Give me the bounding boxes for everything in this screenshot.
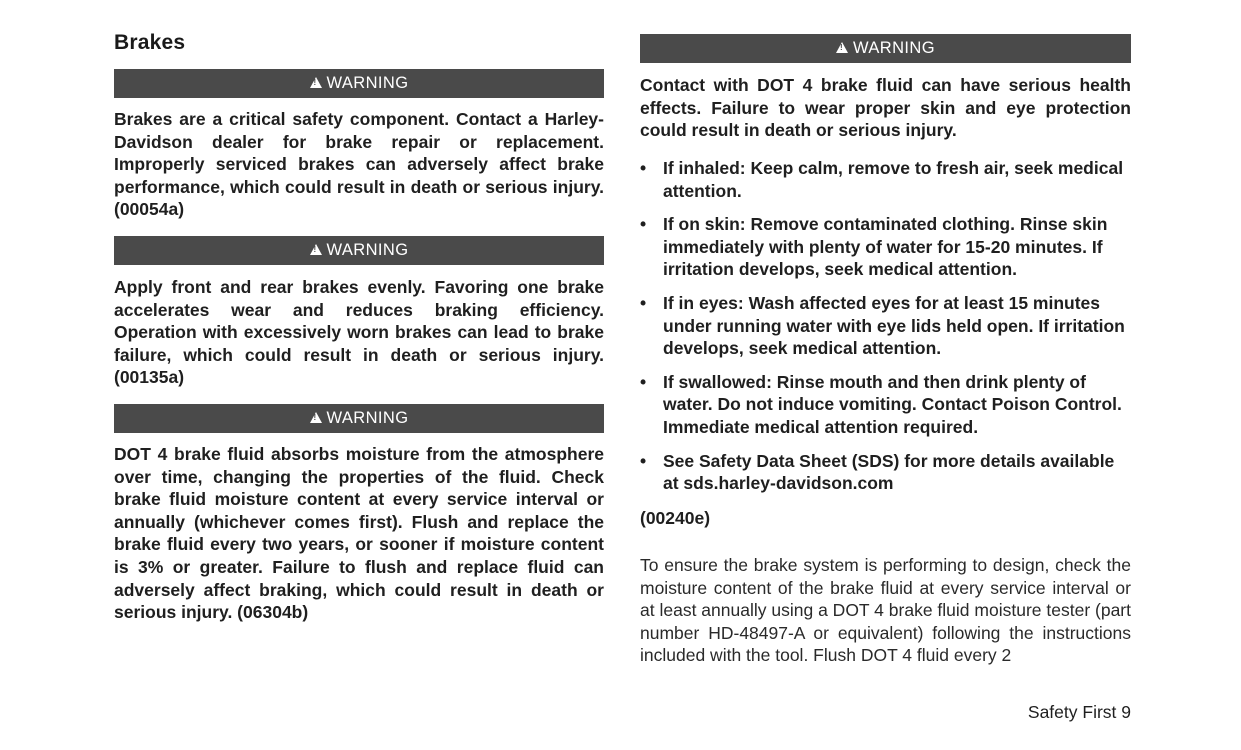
warning-text: DOT 4 brake fluid absorbs moisture from the atmosphere over time, changing the properties of the fluid. Check brake fluid moisture content at every service interval or annually (whichever comes first). Flush and replace the brake fluid every two years, or sooner if moisture content is 3% or greater. Failure to flush and replace fluid can adversely affect braking, which could result in death or serious injury. (06304b) [114,444,604,623]
warning-banner [640,34,1131,63]
warning-text: Brakes are a critical safety component. Contact a Harley-Davidson dealer for brake repair or replacement. Improperly serviced brakes can adversely affect brake performance, which could result in death or serious injury. (00054a) [114,109,604,220]
warning-triangle-icon [310,77,322,88]
warning-label: WARNING [853,39,935,57]
body-paragraph: To ensure the brake system is performing to design, check the moisture content of the brake fluid at every service interval or at least annually using a DOT 4 brake fluid moisture tester (part number HD-48497-A or equivalent) following the instructions included with the tool. Flush DOT 4 fluid every 2 [640,555,1131,666]
warning-intro: Contact with DOT 4 brake fluid can have serious health effects. Failure to wear proper skin and eye protection could result in death or serious injury. [640,75,1131,141]
warning-bullet-list [640,157,1131,495]
warning-label: WARNING [326,409,409,427]
warning-banner [114,69,604,98]
warning-label: WARNING [326,241,409,259]
warning-code: (00240e) [640,508,711,528]
list-item: • If on skin: Remove contaminated clothing. Rinse skin immediately with plenty of water for 15-20 minutes. If irritation develops, seek medical attention. [640,213,1131,281]
warning-triangle-icon [310,244,322,255]
section-title: Brakes [114,31,186,54]
warning-text: Apply front and rear brakes evenly. Favoring one brake accelerates wear and reduces braking efficiency. Operation with excessively worn brakes can lead to brake failure, which could result in death or serious injury. (00135a) [114,277,604,388]
list-item: • See Safety Data Sheet (SDS) for more details available at sds.harley-davidson.com [640,450,1131,495]
warning-label: WARNING [326,74,409,92]
warning-triangle-icon [310,412,322,423]
list-item: • If swallowed: Rinse mouth and then drink plenty of water. Do not induce vomiting. Contact Poison Control. Immediate medical attention required. [640,371,1131,439]
list-item: • If inhaled: Keep calm, remove to fresh air, seek medical attention. [640,157,1131,202]
warning-banner [114,404,604,433]
page-footer: Safety First 9 [1027,702,1131,722]
warning-banner [114,236,604,265]
list-item: • If in eyes: Wash affected eyes for at least 15 minutes under running water with eye lids held open. If irritation develops, seek medical attention. [640,292,1131,360]
warning-triangle-icon [836,42,848,53]
